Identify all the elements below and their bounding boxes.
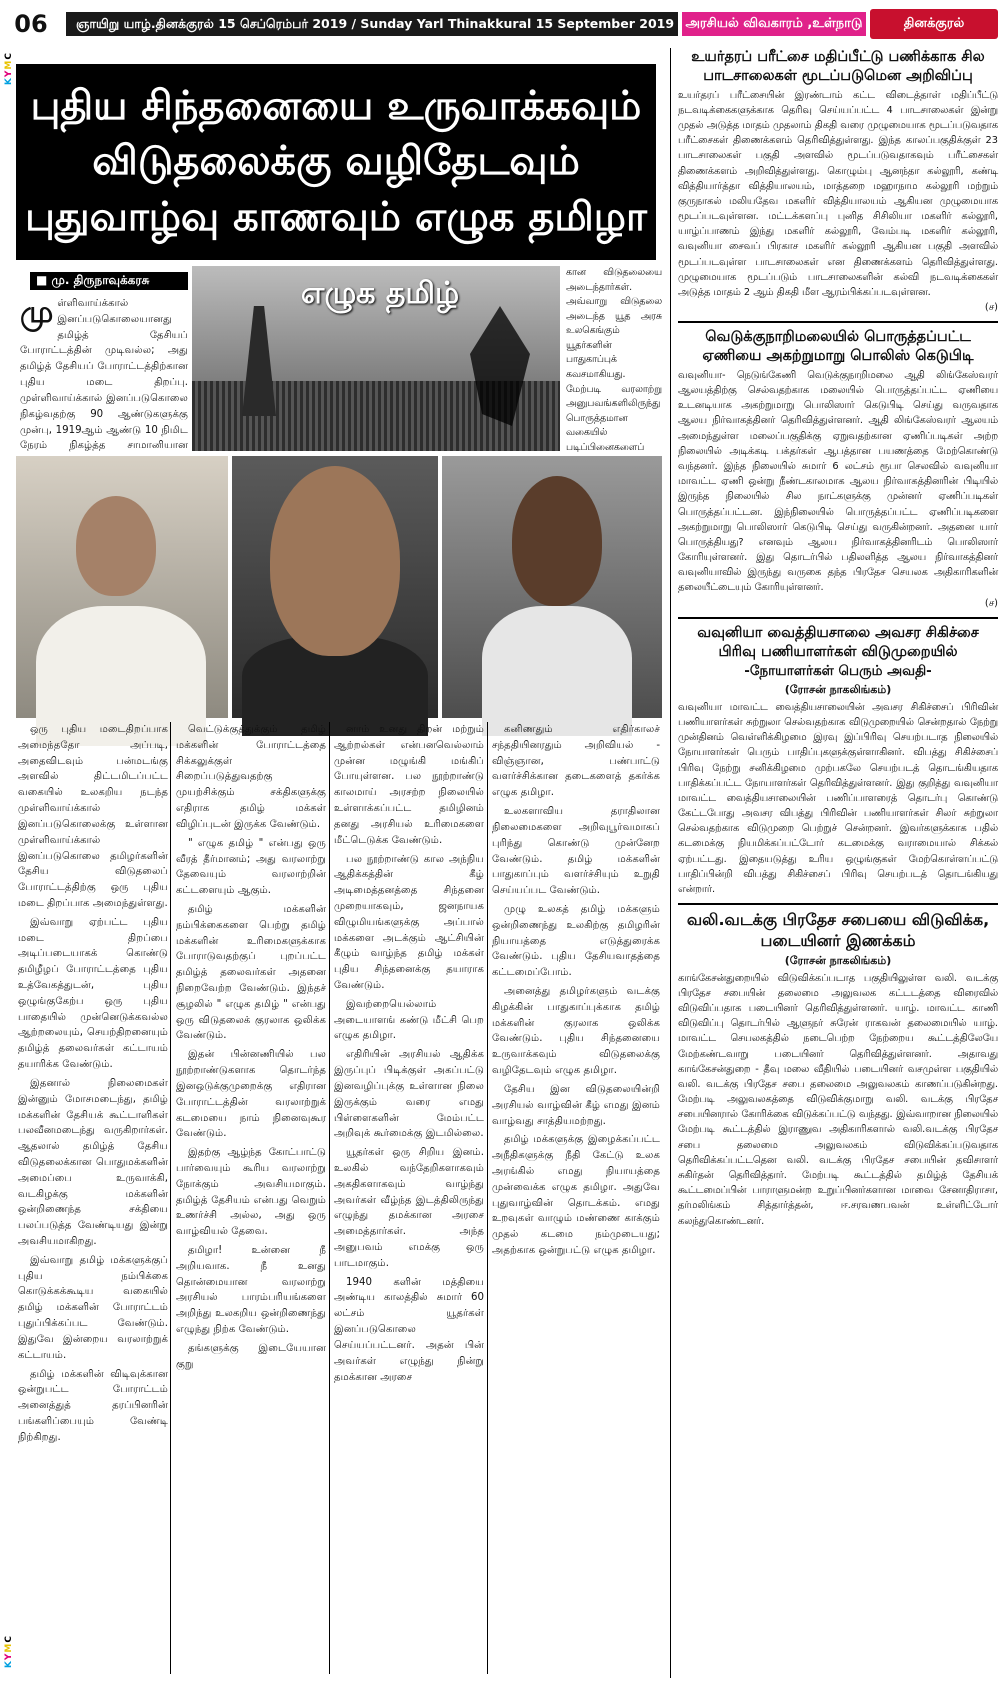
photo-politician-2 bbox=[232, 456, 438, 718]
divider bbox=[678, 617, 998, 619]
column-rule bbox=[487, 722, 488, 1674]
white-shirt bbox=[482, 606, 632, 736]
paragraph: கனிணதும் எதிர்காலச் சந்ததியினரதும் அறிவியல் - விஞ்ஞான, பண்பாட்டு வளர்ச்சிக்கான தடைகளைத் தகர்க்க எழுக தமிழா. bbox=[492, 724, 660, 799]
drop-cap: மு bbox=[20, 295, 54, 330]
headline-line-3: புதுவாழ்வு காணவும் எழுக தமிழா bbox=[25, 193, 647, 240]
paragraph: எதிரியின் அரசியல் ஆதிக்க இருப்புப் பிடிக்குள் அகப்பட்டு இனவழிப்புக்கு உள்ளான நிலை இருக்கும் வரை எமது பிள்ளைகளின் மேம்பட்ட அறிவுக் கூர்மைக்கு இடமில்லை. bbox=[334, 1049, 484, 1140]
intro-column bbox=[20, 296, 188, 451]
cmyk-marker-bottom: KYMC bbox=[4, 1635, 14, 1669]
right-news-column bbox=[678, 48, 998, 1682]
article-column-1 bbox=[18, 722, 168, 1674]
paragraph: னாம் உனது திறன் மற்றும் ஆற்றல்கள் என்பனவெல்லாம் முன்ன மழுங்கி மங்கிப் போயுள்ளன. பல நூற்றாண்டு காலமாய் அரசற்ற நிலையில் உள்ளாக்கப்பட்ட தமிழினம் தனது அரசியல் உரிமைகளை மீட்டெடுக்க வேண்டும். bbox=[334, 724, 484, 846]
headline-line-1: புதிய சிந்தனையை உருவாக்கவும் bbox=[30, 83, 642, 130]
story-headline: வவுனியா வைத்தியசாலை அவசர சிகிச்சை பிரிவு பணியாளர்கள் விடுமுறையில் bbox=[697, 624, 979, 660]
story-subheadline: -நோயாளர்கள் பெரும் அவதி- bbox=[744, 663, 932, 680]
article-column-4 bbox=[492, 722, 660, 1674]
article-column-3 bbox=[334, 722, 484, 1674]
cmyk-marker-top: KYMC bbox=[4, 52, 14, 86]
intro-text: ள்ளிவாய்க்கால் இனப்படுகொலையானது தமிழ்த் தேசியப் போராட்டத்தின் முடிவல்ல; அது தமிழ்த் தேசியப் போராட்டத்திற்கான புதிய மடை திறப்பு. முள்ளிவாய்க்கால் இனப்படுகொலை நிகழ்வதற்கு 90 ஆண்டுகளுக்கு முன்பு, 1919ஆம் ஆண்டு 10 நிமிட நேரம் நிகழ்த்த சாமானியான bbox=[20, 298, 188, 452]
byline: ■ மு. திருநாவுக்கரசு bbox=[30, 272, 188, 290]
divider bbox=[678, 321, 998, 323]
photo-politician-1 bbox=[16, 456, 228, 718]
story-body: வவுனியா மாவட்ட வைத்தியசாலையின் அவசர சிகிச்சைப் பிரிவின் பணியாளர்கள் சுற்றுலா செல்வதற்காக விடுமுறையில் சென்றதால் நேற்று முன்தினம் வெள்ளிக்கிழமை இரவு இப்பிரிவு செயற்படாத நிலையில் நோயாளர்கள் பெரும் பாதிப்புகளுக்குள்ளாகினர். விபத்து சிகிச்சைப் பிரிவு நேற்று சனிக்கிழமை முற்பகலே செயற்படத் தொடங்கியதாக பாதிக்கப்பட்ட நோயாளர்கள் தெரிவித்துள்ளனர். இது குறித்து வவுனியா மாவட்ட வைத்தியசாலையின் பணிப்பாளரைத் தொடர்பு கொண்டு கேட்டபோது அவசர விபத்து பிரிவின் பணியாளர்கள் சிலர் சுற்றுலா செல்வதற்காக விடுமுறை பெற்றுச் சென்றனர். இவர்களுக்காக பதில் கடமைக்கு நியமிக்கப்பட்டோர் கடமைக்கு வராமையால் சிக்கல் ஏற்பட்டது. இதையடுத்து உரிய ஒழுங்குகள் மேற்கொள்ளப்பட்டு பாதிப்பின்றி விபத்து சிகிச்சைப் பிரிவு செயற்படத் தொடங்கியது என்றார். bbox=[678, 701, 998, 895]
paragraph: 1940 களின் மத்தியை அண்டிய காலத்தில் சுமார் 60 லட்சம் யூதர்கள் இனப்படுகொலை செய்யப்பட்டனர். அதன் பின் அவர்கள் எழுந்து நின்று தமக்கான அரசை bbox=[334, 1276, 484, 1383]
photo-politician-3 bbox=[442, 456, 662, 718]
story-headline: வெடுக்குநாறிமலையில் பொருத்தப்பட்ட ஏணியை அகற்றுமாறு பொலிஸ் கெடுபிடி bbox=[702, 329, 974, 365]
paragraph: ஒரு புதிய மடைதிறப்பாக அமைந்ததோ அப்படி, அதைவிடவும் பன்மடங்கு அளவில் திட்டமிடப்பட்ட வகையில் உலகறிய நடந்த முள்ளிவாய்க்கால் இனப்படுகொலைக்கு உள்ளான முள்ளிவாய்க்கால் இனப்படுகொலை தமிழர்களின் தேசிய விடுதலைப் போராட்டத்திற்கு ஒரு புதிய மடை திறப்பாக அமைந்துள்ளது. bbox=[18, 724, 168, 909]
paragraph: உலகளாவிய தராதிலான நிலைமைகளை அறிவுபூர்வமாகப் புரிந்து கொண்டு முன்னேற வேண்டும். தமிழ் மக்களின் பாதுகாப்பும் வளர்ச்சியும் உறுதி செய்யப்பட வேண்டும். bbox=[492, 806, 660, 897]
paragraph: தேசிய இன விடுதலையின்றி அரசியல் வாழ்வின் கீழ் எமது இனம் வாழ்வது சாத்தியமற்றது. bbox=[492, 1083, 660, 1127]
face bbox=[270, 466, 400, 656]
face bbox=[512, 476, 602, 606]
paragraph: தமிழ் மக்களின் விடிவுக்கான ஒன்றுபட்ட போராட்டம் அனைத்துத் தரப்பினரின் பங்களிப்பையும் வேண்டி நிற்கிறது. bbox=[18, 1368, 168, 1443]
news-story-council bbox=[678, 910, 998, 1229]
paragraph: தமிழ் மக்களுக்கு இழைக்கப்பட்ட அநீதிகளுக்கு நீதி கேட்டு உலக அரங்கில் எமது நியாயத்தை முன்வைக்க எழுக தமிழா. அதுவே புதுவாழ்வின் தொடக்கம். எமது உறவுகள் வாழும் மண்ணை காக்கும் முதல் கடமை நம்முடையது; அதற்காக ஒன்றுபட்டு எழுக தமிழா. bbox=[492, 1134, 660, 1256]
story-headline: வலி.வடக்கு பிரதேச சபையை விடுவிக்க, படையினர் இணக்கம் bbox=[686, 910, 990, 950]
news-story-hospital bbox=[678, 624, 998, 897]
paragraph: இவற்றையெல்லாம் அடையாளங் கண்டு மீட்சி பெற எழுக தமிழா. bbox=[334, 998, 484, 1042]
divider bbox=[678, 903, 998, 905]
main-headline bbox=[16, 64, 656, 260]
story-tag: (ச) bbox=[984, 597, 998, 609]
paragraph: தங்களுக்கு இடையேயான குறு bbox=[176, 1342, 326, 1370]
paragraph: வெட்டுக்குத்துக்கும் தமிழ் மக்களின் போராட்டத்தை சிக்கலுக்குள் சிறைப்படுத்துவதற்கு முயற்சிக்கும் சக்திகளுக்கு எதிராக தமிழ் மக்கள் விழிப்புடன் இருக்க வேண்டும். bbox=[176, 724, 326, 830]
news-story-ladder bbox=[678, 328, 998, 610]
story-headline: உயர்தரப் பரீட்சை மதிப்பீட்டு பணிக்காக சில பாடசாலைகள் மூடப்படுமென அறிவிப்பு bbox=[691, 49, 985, 84]
date-strip: ஞாயிறு யாழ்.தினக்குரல் 15 செப்ரெம்பர் 2019 / Sunday Yarl Thinakkural 15 September 2019 bbox=[66, 12, 678, 36]
paragraph: இதன் பின்னணியில் பல நூற்றாண்டுகளாக தொடர்ந்த இனஒடுக்குமுறைக்கு எதிரான போராட்டத்தின் வரலாற்றுக் கடமையை நாம் நினைவுகூர வேண்டும். bbox=[176, 1049, 326, 1140]
story-body: வவுனியா- நெடுங்கேணி வெடுக்குநாறிமலை ஆதி லிங்கேஸ்வரர் ஆலயத்திற்கு செல்வதற்காக மலையில் பொருத்தப்பட்ட ஏணியை உடனடியாக அகற்றுமாறு பொலிஸார் கெடுபிடி செய்து வருவதாக ஆலய நிர்வாகத்தினர் தெரிவித்துள்ளனர். ஆதி லிங்கேஸ்வரர் ஆலயம் அமைந்துள்ள மலைப்பகுதிக்கு ஏறுவதற்கான ஏணிப்படிகள் அற்ற நிலையில் அடிக்கடி பக்தர்கள் ஆபத்தான பயணத்தை மேற்கொண்டு வந்தனர். இந்த நிலையில் சுமார் 6 லட்சம் ரூபா செலவில் வவுனியா மாவட்ட ஏணி ஒன்று நீண்டகாலமாக ஆலய நிர்வாகத்தினரின் பிடியில் இருந்த நிலையில் சில நாட்களுக்கு முன்னர் ஏணிப்படிகள் பொருத்தப்பட்டன. இந்நிலையில் பொருத்தப்பட்ட ஏணிப்படிகளை அகற்றுமாறு பொலிஸார் கெடுபிடி செய்து வருகின்றனர். அதனை யார் பொருத்தியது? எனவும் ஆலய நிர்வாகத்தினரிடம் பொலிஸார் கோரியுள்ளனர். இது தொடர்பில் பதிலளித்த ஆலய நிர்வாகத்தினர் வவுனியாவில் இருந்து வருகை தந்த பிரதேச செயலக அதிகாரிகளின் தலையீட்டையும் கோரியுள்ளனர். bbox=[678, 369, 998, 594]
ezhuga-tamil-poster-image bbox=[192, 266, 560, 451]
face bbox=[76, 496, 156, 596]
paragraph: யூதர்கள் ஒரு சிறிய இனம். உலகில் வந்தேறிகளாகவும் அகதிகளாகவும் வாழ்ந்து அவர்கள் வீழ்ந்த இடத்திலிருந்து எழுந்து தமக்கான அரசை அமைத்தார்கள். அந்த அனுபவம் எமக்கு ஒரு பாடமாகும். bbox=[334, 1147, 484, 1269]
story-author: (ரோசன் நாகலிங்கம்) bbox=[784, 953, 892, 967]
paragraph: பல நூற்றாண்டு கால அந்நிய ஆதிக்கத்தின் கீழ் அடிமைத்தனத்தை சிந்தனை முறையாகவும், ஜனநாயக விழுமியங்களுக்கு அப்பால் மக்களை அடக்கும் ஆட்சியின் கீழும் வாழ்ந்த தமிழ் மக்கள் புதிய சிந்தனைக்கு தயாராக வேண்டும். bbox=[334, 853, 484, 991]
paragraph: முழு உலகத் தமிழ் மக்களும் ஒன்றிணைந்து உலகிற்கு தமிழரின் நியாயத்தை எடுத்துரைக்க வேண்டும். புதிய தேசியவாதத்தை கட்டமைப்போம். bbox=[492, 903, 660, 979]
column-rule bbox=[329, 722, 330, 1674]
column-rule bbox=[670, 48, 671, 1678]
paragraph: இவ்வாறு ஏற்பட்ட புதிய மடை திறப்பை அடிப்படையாகக் கொண்டு தமிழீழப் போராட்டத்தை புதிய உத்வேகத்துடன், புதிய ஒழுங்குகேற்ப ஒரு புதிய பாதையில் முன்னெடுக்கவல்ல ஆற்றலையும், செயற்திறனையும் தமிழ்த் தலைவர்கள் கட்டாயம் தயாரிக்க வேண்டும். bbox=[18, 916, 168, 1071]
article-column-2 bbox=[176, 722, 326, 1674]
paragraph: இவ்வாறு தமிழ் மக்களுக்குப் புதிய நம்பிக்கை கொடுக்கக்கூடிய வகையில் தமிழ் மக்களின் போராட்டம் புதுப்பிக்கப்பட வேண்டும். இதுவே இன்றைய வரலாற்றுக் கட்டாயம். bbox=[18, 1254, 168, 1361]
story-author: (ரோசன் நாகலிங்கம்) bbox=[784, 682, 892, 696]
paragraph: அனைத்து தமிழர்களும் வடக்கு கிழக்கின் பாதுகாப்புக்காக தமிழ் மக்களின் குரலாக ஒலிக்க வேண்டும். புதிய சிந்தனையை உருவாக்கவும் விடுதலைக்கு வழிதேடவும் எழுக தமிழா. bbox=[492, 986, 660, 1077]
headline-line-2: விடுதலைக்கு வழிதேடவும் bbox=[92, 138, 580, 185]
paragraph: தமிழ் மக்களின் நம்பிக்கைகளை பெற்று தமிழ் மக்களின் உரிமைகளுக்காக போராடுவதற்குப் புறப்பட்ட தமிழ்த் தலைவர்கள் அதனை நிறைவேற்ற வேண்டும். இந்தச் சூழலில் " எழுக தமிழ் " என்பது ஒரு விடுதலைக் குரலாக ஒலிக்க வேண்டும். bbox=[176, 903, 326, 1042]
newspaper-logo: தினக்குரல் bbox=[870, 9, 998, 39]
column-rule bbox=[170, 722, 171, 1674]
paragraph: " எழுக தமிழ் " என்பது ஒரு வீரத் தீர்மானம்; அது வரலாற்று தேவையும் வரலாற்றின் கட்டளையும் ஆகும். bbox=[176, 837, 326, 897]
story-body: உயர்தரப் பரீட்சையின் இரண்டாம் கட்ட விடைத்தாள் மதிப்பீட்டு நடவடிக்கைகளுக்காக தெரிவு செய்யப்பட்ட 4 பாடசாலைகள் இன்று முதல் அடுத்த மாதம் முதலாம் திகதி வரை முழுமையாக மூடப்படுவதாக பரீட்சைகள் திணைக்களம் தெரிவித்துள்ளது. இந்த காலப்பகுதிக்குள் 23 பாடசாலைகள் பகுதி அளவில் மூடப்படுவதாகவும் பரீட்சைகள் திணைக்களம் அறிவித்துள்ளது. கொழும்பு ஆனந்தா கல்லூரி, கண்டி வித்தியார்த்தா வித்தியாலயம், மாத்தறை மஹாநாம கல்லூரி மற்றும் குருநாகல் மலியதேவ மகளிர் வித்தியாலயம் ஆகியன முழுமையாக மூடப்படவுள்ளன. மட்டக்களப்பு புனித சிசிலியா மகளிர் கல்லூரி, யாழ்ப்பாணம் இந்து மகளிர் கல்லூரி, வேம்படி மகளிர் கல்லூரி, வவுனியா சைவப் பிரகாச மகளிர் கல்லூரி ஆகியன பகுதி அளவில் மூடப்படவுள்ள பாடசாலைகள் என திணைக்களம் தெரிவித்துள்ளது. முழுமையாக மூடப்படும் பாடசாலைகளின் கல்வி நடவடிக்கைகள் அடுத்த மாதம் 2 ஆம் திகதி மீள ஆரம்பிக்கப்படவுள்ளன. bbox=[678, 89, 998, 298]
page-number: 06 bbox=[14, 10, 48, 38]
paragraph: தமிழா! உன்னை நீ அறியவாக. நீ உனது தொன்மையான வரலாற்று அரசியல் பாரம்பரியங்களை அறிந்து உலகறிய ஒன்றிணைந்து எழுந்து நிற்க வேண்டும். bbox=[176, 1245, 326, 1336]
paragraph: இதனால் நிலைமைகள் இன்னும் மோசமடைந்து, தமிழ் மக்களின் தேசியக் கூட்டாளிகள் பலவீனமடைந்து வருகிறார்கள். ஆதலால் தமிழ்த் தேசிய விடுதலைக்கான பொதுமக்களின் அமைப்பை உருவாக்கி, வடகிழக்கு மக்களின் ஒன்றிணைந்த சக்தியை பலப்படுத்த வேண்டியது இன்று அவசியமாகிறது. bbox=[18, 1077, 168, 1247]
flag-silhouette bbox=[242, 306, 276, 416]
poster-title: எழுக தமிழ் bbox=[300, 276, 460, 311]
paragraph: இதற்கு ஆழ்ந்த கோட்பாட்டு பார்வையும் கூரிய வரலாற்று நோக்கும் அவசியமாகும். தமிழ்த் தேசியம் என்பது வெறும் உணர்ச்சி அல்ல, அது ஒரு வாழ்வியல் தேவை. bbox=[176, 1147, 326, 1238]
story-tag: (ச) bbox=[984, 302, 998, 314]
news-story-exams bbox=[678, 48, 998, 315]
story-body: காங்கேசன்துறையில் விடுவிக்கப்படாத பகுதியிலுள்ள வலி. வடக்கு பிரதேச சபையின் தலைமை அலுவலக கட்டடத்தை விரைவில் விடுவிப்பதாக படையினர் தெரிவித்துள்ளனர். யாழ். மாவட்ட காணி விடுவிப்பு தொடர்பில் ஆளுநர் சுரேன் ராகவன் தலைமையில் யாழ். மாவட்ட செயலகத்தில் நடைபெற்ற நேற்றைய கூட்டத்திலேயே மேற்கண்டவாறு படையினர் தெரிவித்துள்ளனர். அதாவது காங்கேசன்துறை - தீவு மலை வீதியில் படையினர் வசமுள்ள பகுதியில் வலி. வடக்கு பிரதேச சபை தலைமை அலுவலகம் காணப்படுகின்றது. மேற்படி அலுவலகத்தை விடுவிக்குமாறு வலி. வடக்கு பிரதேச சபையினரால் கோரிக்கை விடுக்கப்பட்டு வந்தது. இவ்வாறான நிலையில் மேற்படி கூட்டத்தில் இராணுவ அதிகாரிகளால் வலி.வடக்கு பிரதேச சபை தலைமை அலுவலகம் விடுவிக்கப்படுவதாக தெரிவிக்கப்பட்டதென வலி. வடக்கு பிரதேச சபையின் தவிசாளர் சுகிர்தன் தெரிவித்தார். மேற்படி கூட்டத்தில் தமிழ்த் தேசியக் கூட்டமைப்பின் பாராளுமன்ற உறுப்பினர்களான மாவை சேனாதிராசா, தர்மலிங்கம் சித்தார்த்தன், ஈ.சரவணபவன் உள்ளிட்டோர் கலந்துகொண்டனர். bbox=[678, 972, 998, 1227]
column-top-right: கான விடுதலையை அடைந்தார்கள். அவ்வாறு விடுதலை அடைந்த யூத அரசு உலகெங்கும் யூதர்களின் பாதுகாப்புக் கவசமாகியது. மேற்படி வரலாற்று அனுபவங்களிலிருந்து பொருத்தமான வகையில் படிப்பினைகளைப் bbox=[566, 267, 662, 453]
section-label: அரசியல் விவகாரம் ,உள்நாடு bbox=[682, 12, 866, 36]
